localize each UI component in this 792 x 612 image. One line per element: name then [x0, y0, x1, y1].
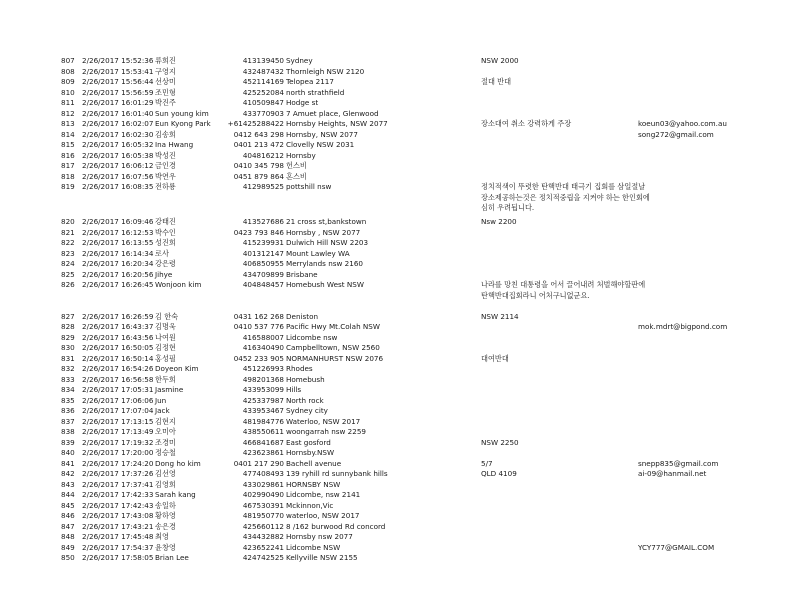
table-row: [0, 396, 792, 407]
address-cell: Hornsby: [286, 150, 316, 160]
row-number: 830: [61, 343, 75, 352]
name-cell: 송일하: [155, 500, 176, 510]
timestamp: 2/26/2017 17:20:00: [82, 448, 154, 457]
row-number: 811: [61, 98, 75, 107]
table-row: [0, 67, 792, 78]
address-cell: Hornsby Heights, NSW 2077: [286, 119, 388, 128]
timestamp: 2/26/2017 16:09:46: [82, 217, 154, 226]
timestamp: 2/26/2017 16:43:56: [82, 332, 154, 342]
phone-cell: 434432882: [242, 532, 284, 541]
address-cell: Brisbane: [286, 269, 318, 279]
address-cell: Hornsby nsw 2077: [286, 532, 353, 541]
row-number: 812: [61, 108, 75, 118]
name-cell: Eun Kyong Park: [155, 119, 211, 128]
address-cell: Mount Lawley WA: [286, 248, 350, 258]
phone-cell: 432487432: [242, 66, 284, 76]
comment-cell: 대여반대: [481, 353, 509, 363]
row-number: 827: [61, 311, 75, 321]
table-row: [0, 161, 792, 172]
table-row: [0, 119, 792, 130]
name-cell: 정승철: [155, 448, 176, 457]
row-number: 826: [61, 280, 75, 289]
table-row: [0, 140, 792, 151]
row-number: 838: [61, 427, 75, 436]
comment-cell: 나라를 망친 대통령을 어서 끌어내려 처벌해야할판에 탄핵반대집회라니 어처구니없군요.: [481, 280, 646, 300]
email-cell: YCY777@GMAIL.COM: [638, 542, 715, 552]
address-cell: 21 cross st,bankstown: [286, 217, 367, 226]
phone-cell: 401312147: [242, 248, 284, 258]
address-cell: pottshill nsw: [286, 182, 332, 191]
timestamp: 2/26/2017 16:05:32: [82, 140, 154, 149]
table-row: [0, 322, 792, 333]
row-number: 831: [61, 353, 75, 363]
phone-cell: 406850955: [242, 259, 284, 268]
address-cell: HORNSBY NSW: [286, 479, 341, 489]
address-cell: 7 Amuet place, Glenwood: [286, 108, 379, 118]
address-cell: Pacific Hwy Mt.Colah NSW: [286, 322, 380, 331]
name-cell: 김명욱: [155, 322, 176, 331]
address-cell: Clovelly NSW 2031: [286, 140, 355, 149]
phone-cell: 412989525: [242, 182, 284, 191]
name-cell: 전하룡: [155, 182, 176, 191]
timestamp: 2/26/2017 17:54:37: [82, 542, 154, 552]
timestamp: 2/26/2017 15:56:44: [82, 77, 154, 86]
table-row: [0, 427, 792, 438]
comment-cell: 절대 반대: [481, 77, 512, 86]
phone-cell: 481984776: [242, 416, 284, 426]
table-row: [0, 249, 792, 260]
phone-cell: 434709899: [242, 269, 284, 279]
phone-cell: 433953467: [242, 406, 284, 415]
row-number: 820: [61, 217, 75, 226]
phone-cell: 404848457: [242, 280, 284, 289]
name-cell: 최영: [155, 532, 169, 541]
phone-cell: 425337987: [242, 395, 284, 405]
phone-cell: 0431 162 268: [233, 311, 284, 321]
row-number: 829: [61, 332, 75, 342]
name-cell: 박연우: [155, 171, 176, 181]
timestamp: 2/26/2017 16:02:07: [82, 119, 154, 128]
table-row: [0, 438, 792, 449]
timestamp: 2/26/2017 16:07:56: [82, 171, 154, 181]
row-number: 833: [61, 374, 75, 384]
row-number: 817: [61, 161, 75, 170]
phone-cell: 466841687: [242, 437, 284, 447]
email-cell: mok.mdrt@bigpond.com: [638, 322, 728, 331]
name-cell: Dong ho kim: [155, 458, 201, 468]
address-cell: Mckinnon,Vic: [286, 500, 334, 510]
name-cell: Wonjoon kim: [155, 280, 202, 289]
row-number: 849: [61, 542, 75, 552]
timestamp: 2/26/2017 15:56:59: [82, 87, 154, 97]
row-number: 810: [61, 87, 75, 97]
phone-cell: 416588007: [242, 332, 284, 342]
row-number: 825: [61, 269, 75, 279]
name-cell: Ina Hwang: [155, 140, 194, 149]
table-row: [0, 417, 792, 428]
table-row: [0, 553, 792, 564]
row-number: 814: [61, 129, 75, 139]
table-row: [0, 238, 792, 249]
comment-cell: 정치적색이 뚜렷한 탄핵반대 태극기 집회를 삼일절날 장소제공하는것은 정치적중립을 지켜야 하는 한인회에 심히 우려됩니다.: [481, 182, 650, 212]
timestamp: 2/26/2017 17:43:21: [82, 521, 154, 531]
comment-cell: QLD 4109: [481, 469, 517, 478]
phone-cell: 402990490: [242, 490, 284, 499]
table-row: [0, 270, 792, 281]
table-row: [0, 490, 792, 501]
name-cell: 한두희: [155, 374, 176, 384]
name-cell: 조민형: [155, 87, 176, 97]
address-cell: East gosford: [286, 437, 331, 447]
phone-cell: 438550611: [242, 427, 284, 436]
timestamp: 2/26/2017 17:24:20: [82, 458, 154, 468]
phone-cell: 0401 217 290: [233, 458, 284, 468]
timestamp: 2/26/2017 17:37:26: [82, 469, 154, 478]
timestamp: 2/26/2017 17:07:04: [82, 406, 154, 415]
comment-cell: NSW 2000: [481, 56, 519, 65]
timestamp: 2/26/2017 17:13:49: [82, 427, 154, 436]
phone-cell: 416340490: [242, 343, 284, 352]
timestamp: 2/26/2017 16:08:35: [82, 182, 154, 191]
name-cell: Doyeon Kim: [155, 364, 199, 373]
name-cell: 강은령: [155, 259, 176, 268]
row-number: 832: [61, 364, 75, 373]
timestamp: 2/26/2017 16:43:37: [82, 322, 154, 331]
address-cell: Hornsby, NSW 2077: [286, 129, 358, 139]
phone-cell: +61425288422: [227, 119, 284, 128]
row-number: 813: [61, 119, 75, 128]
name-cell: 조경미: [155, 437, 176, 447]
phone-cell: 0451 879 864: [233, 171, 284, 181]
table-row: [0, 448, 792, 459]
address-cell: 139 ryhill rd sunnybank hills: [286, 469, 388, 478]
address-cell: 헌스비: [286, 161, 307, 170]
row-number: 839: [61, 437, 75, 447]
timestamp: 2/26/2017 16:56:58: [82, 374, 154, 384]
table-row: [0, 172, 792, 183]
phone-cell: 413527686: [242, 217, 284, 226]
phone-cell: 404816212: [242, 150, 284, 160]
name-cell: Jun: [155, 395, 167, 405]
timestamp: 2/26/2017 17:43:08: [82, 511, 154, 520]
name-cell: 김송희: [155, 129, 176, 139]
timestamp: 2/26/2017 16:20:56: [82, 269, 154, 279]
address-cell: Sydney: [286, 56, 313, 65]
table-row: [0, 130, 792, 141]
phone-cell: 0423 793 846: [233, 227, 284, 237]
table-row: [0, 312, 792, 323]
table-row: [0, 543, 792, 554]
table-row: [0, 406, 792, 417]
name-cell: Brian Lee: [155, 553, 189, 562]
name-cell: 송은경: [155, 521, 176, 531]
row-number: 819: [61, 182, 75, 191]
phone-cell: 423623861: [242, 448, 284, 457]
row-number: 815: [61, 140, 75, 149]
name-cell: 김현지: [155, 416, 176, 426]
address-cell: Lidcombe nsw: [286, 332, 338, 342]
timestamp: 2/26/2017 16:06:12: [82, 161, 154, 170]
table-row: [0, 109, 792, 120]
address-cell: Thornleigh NSW 2120: [286, 66, 365, 76]
address-cell: Telopea 2117: [286, 77, 334, 86]
address-cell: Homebush West NSW: [286, 280, 364, 289]
name-cell: 박수인: [155, 227, 176, 237]
phone-cell: 0452 233 905: [233, 353, 284, 363]
phone-cell: 451226993: [242, 364, 284, 373]
row-number: 847: [61, 521, 75, 531]
address-cell: 혼스비: [286, 171, 307, 181]
table-row: [0, 259, 792, 270]
name-cell: 김선영: [155, 469, 176, 478]
row-number: 835: [61, 395, 75, 405]
timestamp: 2/26/2017 17:42:33: [82, 490, 154, 499]
timestamp: 2/26/2017 16:26:59: [82, 311, 154, 321]
comment-cell: Nsw 2200: [481, 217, 517, 226]
table-row: [0, 480, 792, 491]
table-row: [0, 511, 792, 522]
name-cell: 로사: [155, 248, 169, 258]
row-number: 822: [61, 238, 75, 247]
phone-cell: 424742525: [242, 553, 284, 562]
address-cell: Hills: [286, 385, 302, 394]
timestamp: 2/26/2017 16:13:55: [82, 238, 154, 247]
row-number: 809: [61, 77, 75, 86]
timestamp: 2/26/2017 17:42:43: [82, 500, 154, 510]
name-cell: Sarah kang: [155, 490, 196, 499]
comment-cell: 5/7: [481, 458, 493, 468]
name-cell: 나여원: [155, 332, 176, 342]
comment-cell: NSW 2250: [481, 437, 519, 447]
row-number: 836: [61, 406, 75, 415]
table-row: [0, 532, 792, 543]
address-cell: Hornsby.NSW: [286, 448, 335, 457]
name-cell: 구영지: [155, 66, 176, 76]
phone-cell: 0412 643 298: [233, 129, 284, 139]
table-row: [0, 354, 792, 365]
table-row: [0, 77, 792, 88]
timestamp: 2/26/2017 16:01:40: [82, 108, 154, 118]
row-number: 845: [61, 500, 75, 510]
address-cell: Lidcombe NSW: [286, 542, 341, 552]
address-cell: Kellyville NSW 2155: [286, 553, 358, 562]
phone-cell: 0410 345 798: [233, 161, 284, 170]
name-cell: 박진주: [155, 98, 176, 107]
timestamp: 2/26/2017 15:53:41: [82, 66, 154, 76]
phone-cell: 467530391: [242, 500, 284, 510]
timestamp: 2/26/2017 16:50:05: [82, 343, 154, 352]
timestamp: 2/26/2017 17:37:41: [82, 479, 154, 489]
timestamp: 2/26/2017 16:54:26: [82, 364, 154, 373]
phone-cell: 481950770: [242, 511, 284, 520]
timestamp: 2/26/2017 16:14:34: [82, 248, 154, 258]
row-number: 850: [61, 553, 75, 562]
timestamp: 2/26/2017 17:13:15: [82, 416, 154, 426]
address-cell: Campbelltown, NSW 2560: [286, 343, 380, 352]
row-number: 842: [61, 469, 75, 478]
phone-cell: 425660112: [242, 521, 284, 531]
table-row: [0, 182, 792, 212]
address-cell: Lidcombe, nsw 2141: [286, 490, 361, 499]
row-number: 807: [61, 56, 75, 65]
comment-cell: NSW 2114: [481, 311, 519, 321]
address-cell: Sydney city: [286, 406, 328, 415]
table-row: [0, 364, 792, 375]
name-cell: 박성진: [155, 150, 176, 160]
name-cell: 홍성필: [155, 353, 176, 363]
timestamp: 2/26/2017 17:58:05: [82, 553, 154, 562]
row-number: 816: [61, 150, 75, 160]
table-row: [0, 88, 792, 99]
table-row: [0, 280, 792, 300]
name-cell: 황하영: [155, 511, 176, 520]
email-cell: snepp835@gmail.com: [638, 458, 719, 468]
email-cell: koeun03@yahoo.com.au: [638, 119, 727, 128]
address-cell: Rhodes: [286, 364, 313, 373]
address-cell: North rock: [286, 395, 324, 405]
timestamp: 2/26/2017 16:05:38: [82, 150, 154, 160]
row-number: 834: [61, 385, 75, 394]
row-number: 840: [61, 448, 75, 457]
row-number: 828: [61, 322, 75, 331]
name-cell: 성진희: [155, 238, 176, 247]
phone-cell: 423652241: [242, 542, 284, 552]
address-cell: Bachell avenue: [286, 458, 342, 468]
timestamp: 2/26/2017 16:01:29: [82, 98, 154, 107]
timestamp: 2/26/2017 16:20:34: [82, 259, 154, 268]
timestamp: 2/26/2017 15:52:36: [82, 56, 154, 65]
phone-cell: 433770903: [242, 108, 284, 118]
phone-cell: 433953099: [242, 385, 284, 394]
table-row: [0, 522, 792, 533]
table-row: [0, 469, 792, 480]
name-cell: 윤창영: [155, 542, 176, 552]
address-cell: Merrylands nsw 2160: [286, 259, 363, 268]
address-cell: woongarrah nsw 2259: [286, 427, 366, 436]
row-number: 843: [61, 479, 75, 489]
table-row: [0, 228, 792, 239]
address-cell: Hodge st: [286, 98, 319, 107]
row-number: 846: [61, 511, 75, 520]
name-cell: Sun young kim: [155, 108, 209, 118]
address-cell: 8 /162 burwood Rd concord: [286, 521, 386, 531]
row-number: 844: [61, 490, 75, 499]
name-cell: 오미아: [155, 427, 176, 436]
address-cell: Waterloo, NSW 2017: [286, 416, 361, 426]
phone-cell: 410509847: [242, 98, 284, 107]
row-number: 848: [61, 532, 75, 541]
row-number: 821: [61, 227, 75, 237]
table-row: [0, 501, 792, 512]
phone-cell: 425252084: [242, 87, 284, 97]
table-row: [0, 98, 792, 109]
name-cell: 선상미: [155, 77, 176, 86]
address-cell: Homebush: [286, 374, 325, 384]
address-cell: Deniston: [286, 311, 319, 321]
timestamp: 2/26/2017 16:12:53: [82, 227, 154, 237]
name-cell: 류희진: [155, 56, 176, 65]
name-cell: 김 한숙: [155, 311, 179, 321]
row-number: 837: [61, 416, 75, 426]
phone-cell: 0410 537 776: [233, 322, 284, 331]
table-row: [0, 217, 792, 228]
phone-cell: 433029861: [242, 479, 284, 489]
phone-cell: 498201368: [242, 374, 284, 384]
timestamp: 2/26/2017 17:06:06: [82, 395, 154, 405]
name-cell: 김영희: [155, 479, 176, 489]
row-number: 841: [61, 458, 75, 468]
name-cell: 김정현: [155, 343, 176, 352]
table-row: [0, 56, 792, 67]
table-row: [0, 333, 792, 344]
table-row: [0, 151, 792, 162]
email-cell: ai-09@hanmail.net: [638, 469, 707, 478]
address-cell: Hornsby , NSW 2077: [286, 227, 361, 237]
address-cell: waterloo, NSW 2017: [286, 511, 360, 520]
name-cell: Jihye: [155, 269, 173, 279]
name-cell: 강태진: [155, 217, 176, 226]
name-cell: Jasmine: [155, 385, 184, 394]
phone-cell: 452114169: [242, 77, 284, 86]
timestamp: 2/26/2017 17:45:48: [82, 532, 154, 541]
row-number: 824: [61, 259, 75, 268]
table-row: [0, 375, 792, 386]
row-number: 823: [61, 248, 75, 258]
timestamp: 2/26/2017 17:19:32: [82, 437, 154, 447]
address-cell: north strathfield: [286, 87, 345, 97]
timestamp: 2/26/2017 16:50:14: [82, 353, 154, 363]
timestamp: 2/26/2017 17:05:31: [82, 385, 154, 394]
address-cell: NORMANHURST NSW 2076: [286, 353, 384, 363]
phone-cell: 0401 213 472: [233, 140, 284, 149]
email-cell: song272@gmail.com: [638, 129, 714, 139]
address-cell: Dulwich Hill NSW 2203: [286, 238, 369, 247]
row-number: 818: [61, 171, 75, 181]
row-number: 808: [61, 66, 75, 76]
phone-cell: 477408493: [242, 469, 284, 478]
phone-cell: 413139450: [242, 56, 284, 65]
name-cell: Jack: [155, 406, 170, 415]
table-row: [0, 459, 792, 470]
comment-cell: 장소대여 취소 강력하게 주장: [481, 119, 572, 128]
table-row: [0, 343, 792, 354]
timestamp: 2/26/2017 16:26:45: [82, 280, 154, 289]
name-cell: 금인경: [155, 161, 176, 170]
table-row: [0, 385, 792, 396]
timestamp: 2/26/2017 16:02:30: [82, 129, 154, 139]
phone-cell: 415239931: [242, 238, 284, 247]
